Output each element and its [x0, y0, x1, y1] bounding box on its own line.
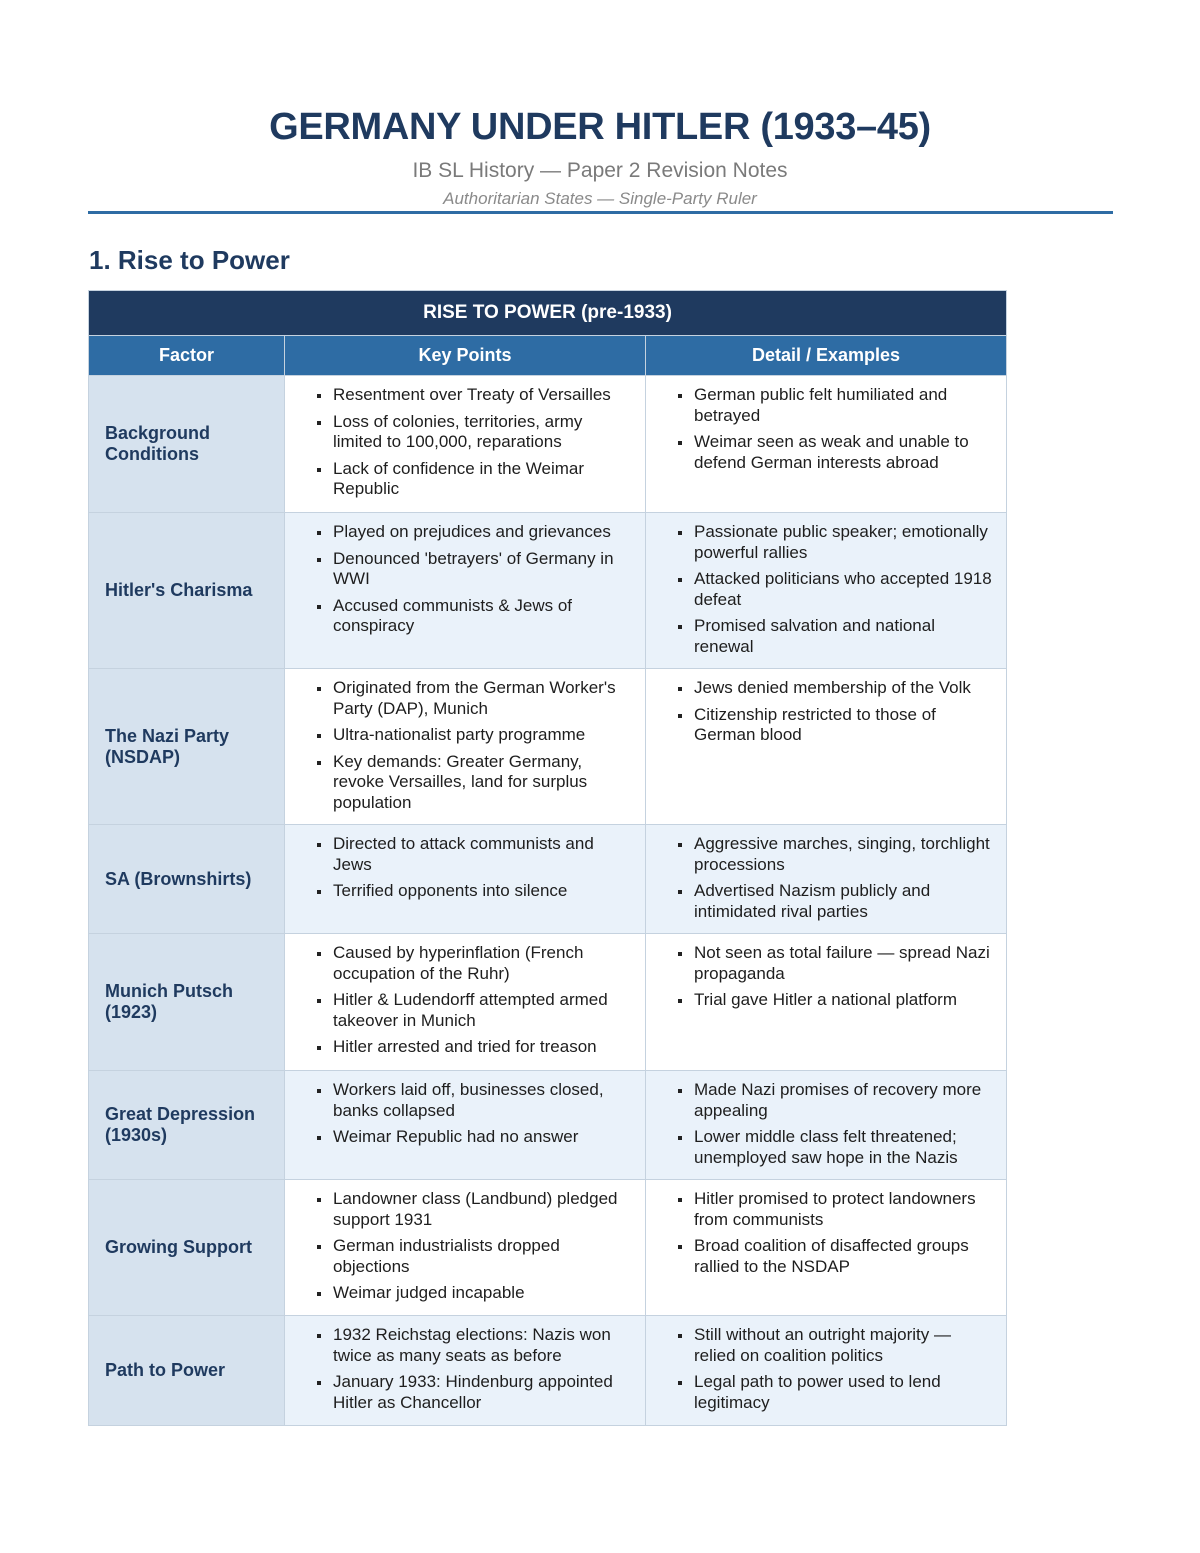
- bullet-item: Key demands: Greater Germany, revoke Versailles, land for surplus population: [311, 752, 633, 814]
- bullet-list: [672, 1189, 994, 1277]
- bullet-item: Attacked politicians who accepted 1918 defeat: [672, 569, 994, 610]
- factor-cell: The Nazi Party (NSDAP): [89, 669, 285, 825]
- column-header-key-points: Key Points: [285, 336, 646, 376]
- bullet-item: Jews denied membership of the Volk: [672, 678, 994, 699]
- page-title: GERMANY UNDER HITLER (1933–45): [269, 106, 931, 148]
- column-header-details: Detail / Examples: [646, 336, 1007, 376]
- key-points-cell: [285, 669, 646, 825]
- bullet-list: [311, 522, 633, 637]
- details-cell: [646, 513, 1007, 669]
- table-row: [89, 825, 1007, 934]
- factor-cell: Background Conditions: [89, 376, 285, 513]
- details-cell: [646, 1071, 1007, 1180]
- bullet-item: German public felt humiliated and betrayed: [672, 385, 994, 426]
- bullet-list: [311, 1080, 633, 1148]
- details-cell: [646, 669, 1007, 825]
- bullet-item: Citizenship restricted to those of German blood: [672, 705, 994, 746]
- bullet-item: Lower middle class felt threatened; unemployed saw hope in the Nazis: [672, 1127, 994, 1168]
- bullet-list: [311, 943, 633, 1058]
- bullet-item: Accused communists & Jews of conspiracy: [311, 596, 633, 637]
- bullet-item: Weimar judged incapable: [311, 1283, 633, 1304]
- table-row: [89, 1180, 1007, 1316]
- bullet-list: [672, 834, 994, 922]
- bullet-list: [672, 678, 994, 746]
- bullet-list: [311, 385, 633, 500]
- bullet-item: Played on prejudices and grievances: [311, 522, 633, 543]
- factor-cell: Growing Support: [89, 1180, 285, 1316]
- bullet-item: January 1933: Hindenburg appointed Hitler as Chancellor: [311, 1372, 633, 1413]
- rise-to-power-table: [88, 290, 1007, 1426]
- bullet-item: Ultra-nationalist party programme: [311, 725, 633, 746]
- details-cell: [646, 1180, 1007, 1316]
- bullet-item: Hitler & Ludendorff attempted armed takeover in Munich: [311, 990, 633, 1031]
- factor-cell: Munich Putsch (1923): [89, 934, 285, 1071]
- table-row: [89, 934, 1007, 1071]
- bullet-item: Resentment over Treaty of Versailles: [311, 385, 633, 406]
- bullet-item: Still without an outright majority — relied on coalition politics: [672, 1325, 994, 1366]
- title-divider: [88, 211, 1113, 214]
- key-points-cell: [285, 513, 646, 669]
- bullet-item: Caused by hyperinflation (French occupation of the Ruhr): [311, 943, 633, 984]
- bullet-item: Legal path to power used to lend legitimacy: [672, 1372, 994, 1413]
- bullet-item: Not seen as total failure — spread Nazi propaganda: [672, 943, 994, 984]
- table-banner: RISE TO POWER (pre-1933): [89, 291, 1007, 336]
- key-points-cell: [285, 376, 646, 513]
- bullet-list: [672, 1080, 994, 1168]
- details-cell: [646, 376, 1007, 513]
- bullet-item: Workers laid off, businesses closed, banks collapsed: [311, 1080, 633, 1121]
- bullet-item: Trial gave Hitler a national platform: [672, 990, 994, 1011]
- page-subsubtitle: Authoritarian States — Single-Party Ruler: [443, 189, 757, 208]
- section-heading: 1. Rise to Power: [89, 245, 290, 275]
- bullet-list: [672, 1325, 994, 1413]
- bullet-item: Promised salvation and national renewal: [672, 616, 994, 657]
- bullet-item: Hitler arrested and tried for treason: [311, 1037, 633, 1058]
- bullet-list: [672, 522, 994, 657]
- table-row: [89, 1316, 1007, 1426]
- bullet-item: Hitler promised to protect landowners from communists: [672, 1189, 994, 1230]
- key-points-cell: [285, 825, 646, 934]
- key-points-cell: [285, 1180, 646, 1316]
- bullet-item: Loss of colonies, territories, army limited to 100,000, reparations: [311, 412, 633, 453]
- bullet-item: Landowner class (Landbund) pledged support 1931: [311, 1189, 633, 1230]
- bullet-item: Advertised Nazism publicly and intimidated rival parties: [672, 881, 994, 922]
- page-subtitle: IB SL History — Paper 2 Revision Notes: [412, 159, 788, 182]
- bullet-item: Originated from the German Worker's Party (DAP), Munich: [311, 678, 633, 719]
- key-points-cell: [285, 934, 646, 1071]
- bullet-item: Passionate public speaker; emotionally powerful rallies: [672, 522, 994, 563]
- table-row: [89, 669, 1007, 825]
- key-points-cell: [285, 1071, 646, 1180]
- table-row: [89, 513, 1007, 669]
- bullet-item: Weimar Republic had no answer: [311, 1127, 633, 1148]
- bullet-item: Broad coalition of disaffected groups rallied to the NSDAP: [672, 1236, 994, 1277]
- bullet-item: Made Nazi promises of recovery more appealing: [672, 1080, 994, 1121]
- bullet-list: [672, 943, 994, 1011]
- bullet-list: [672, 385, 994, 473]
- bullet-item: Terrified opponents into silence: [311, 881, 633, 902]
- key-points-cell: [285, 1316, 646, 1426]
- bullet-list: [311, 678, 633, 813]
- factor-cell: Great Depression (1930s): [89, 1071, 285, 1180]
- bullet-list: [311, 1189, 633, 1304]
- table-row: [89, 376, 1007, 513]
- bullet-item: German industrialists dropped objections: [311, 1236, 633, 1277]
- details-cell: [646, 1316, 1007, 1426]
- bullet-item: Lack of confidence in the Weimar Republic: [311, 459, 633, 500]
- column-header-factor: Factor: [89, 336, 285, 376]
- bullet-item: Weimar seen as weak and unable to defend German interests abroad: [672, 432, 994, 473]
- table-body: [89, 376, 1007, 1426]
- bullet-item: 1932 Reichstag elections: Nazis won twice as many seats as before: [311, 1325, 633, 1366]
- bullet-item: Directed to attack communists and Jews: [311, 834, 633, 875]
- bullet-list: [311, 834, 633, 902]
- details-cell: [646, 934, 1007, 1071]
- factor-cell: SA (Brownshirts): [89, 825, 285, 934]
- bullet-item: Aggressive marches, singing, torchlight processions: [672, 834, 994, 875]
- table-row: [89, 1071, 1007, 1180]
- bullet-list: [311, 1325, 633, 1413]
- factor-cell: Hitler's Charisma: [89, 513, 285, 669]
- details-cell: [646, 825, 1007, 934]
- factor-cell: Path to Power: [89, 1316, 285, 1426]
- bullet-item: Denounced 'betrayers' of Germany in WWI: [311, 549, 633, 590]
